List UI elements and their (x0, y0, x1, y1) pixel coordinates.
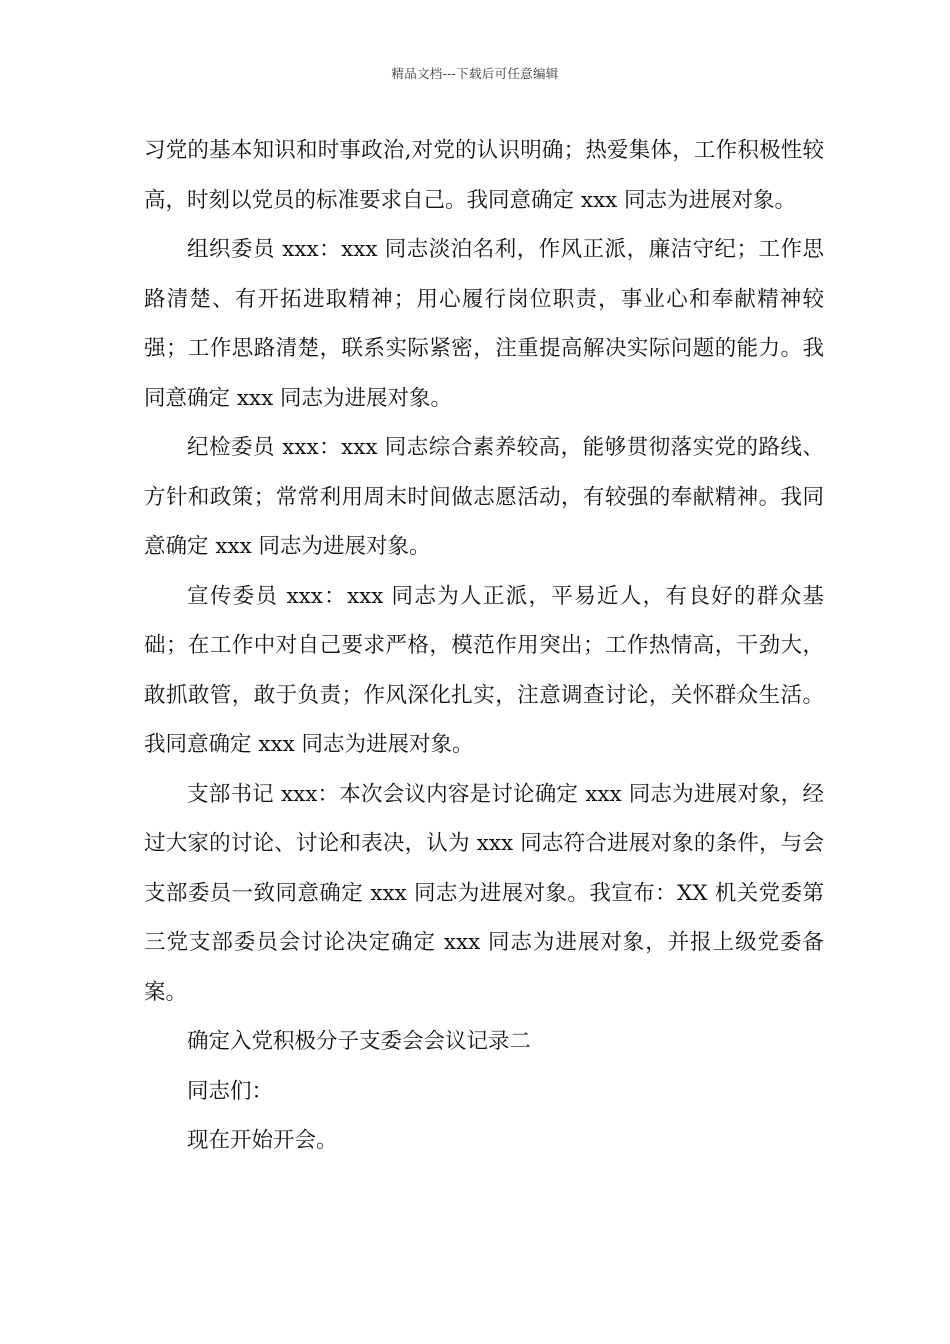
meeting-opening: 现在开始开会。 (187, 1128, 338, 1153)
paragraph-organization-member: 组织委员 xxx：xxx 同志淡泊名利，作风正派，廉洁守纪；工作思路清楚、有开拓进取精神；用心履行岗位职责，事业心和奉献精神较强；工作思路清楚，联系实际紧密，注重提高解决实际问题的能力。我同意确定 xxx 同志为进展对象。 (144, 237, 824, 411)
salutation: 同志们： (187, 1078, 274, 1104)
page-header: 精品文档---下载后可任意编辑 (391, 66, 559, 81)
paragraph-intro-continuation: 习党的基本知识和时事政治,对党的认识明确；热爱集体，工作积极性较高，时刻以党员的标准要求自己。我同意确定 xxx 同志为进展对象。 (144, 138, 824, 213)
paragraph-discipline-member: 纪检委员 xxx：xxx 同志综合素养较高，能够贯彻落实党的路线、方针和政策；常常利用周末时间做志愿活动，有较强的奉献精神。我同意确定 xxx 同志为进展对象。 (144, 435, 824, 559)
paragraph-publicity-member: 宣传委员 xxx：xxx 同志为人正派，平易近人，有良好的群众基础；在工作中对自己要求严格，模范作用突出；工作热情高，干劲大，敢抓敢管，敢于负责；作风深化扎实，注意调查讨论，关怀群众生活。我同意确定 xxx 同志为进展对象。 (144, 583, 824, 757)
section-title: 确定入党积极分子支委会会议记录二 (187, 1029, 532, 1054)
document-body (144, 126, 824, 1166)
paragraph-branch-secretary: 支部书记 xxx：本次会议内容是讨论确定 xxx 同志为进展对象，经过大家的讨论、讨论和表决，认为 xxx 同志符合进展对象的条件，与会支部委员一致同意确定 xxx 同志为进展对象。我宣布：XX 机关党委第三党支部委员会讨论决定确定 xxx 同志为进展对象，并报上级党委备案。 (144, 781, 824, 1005)
